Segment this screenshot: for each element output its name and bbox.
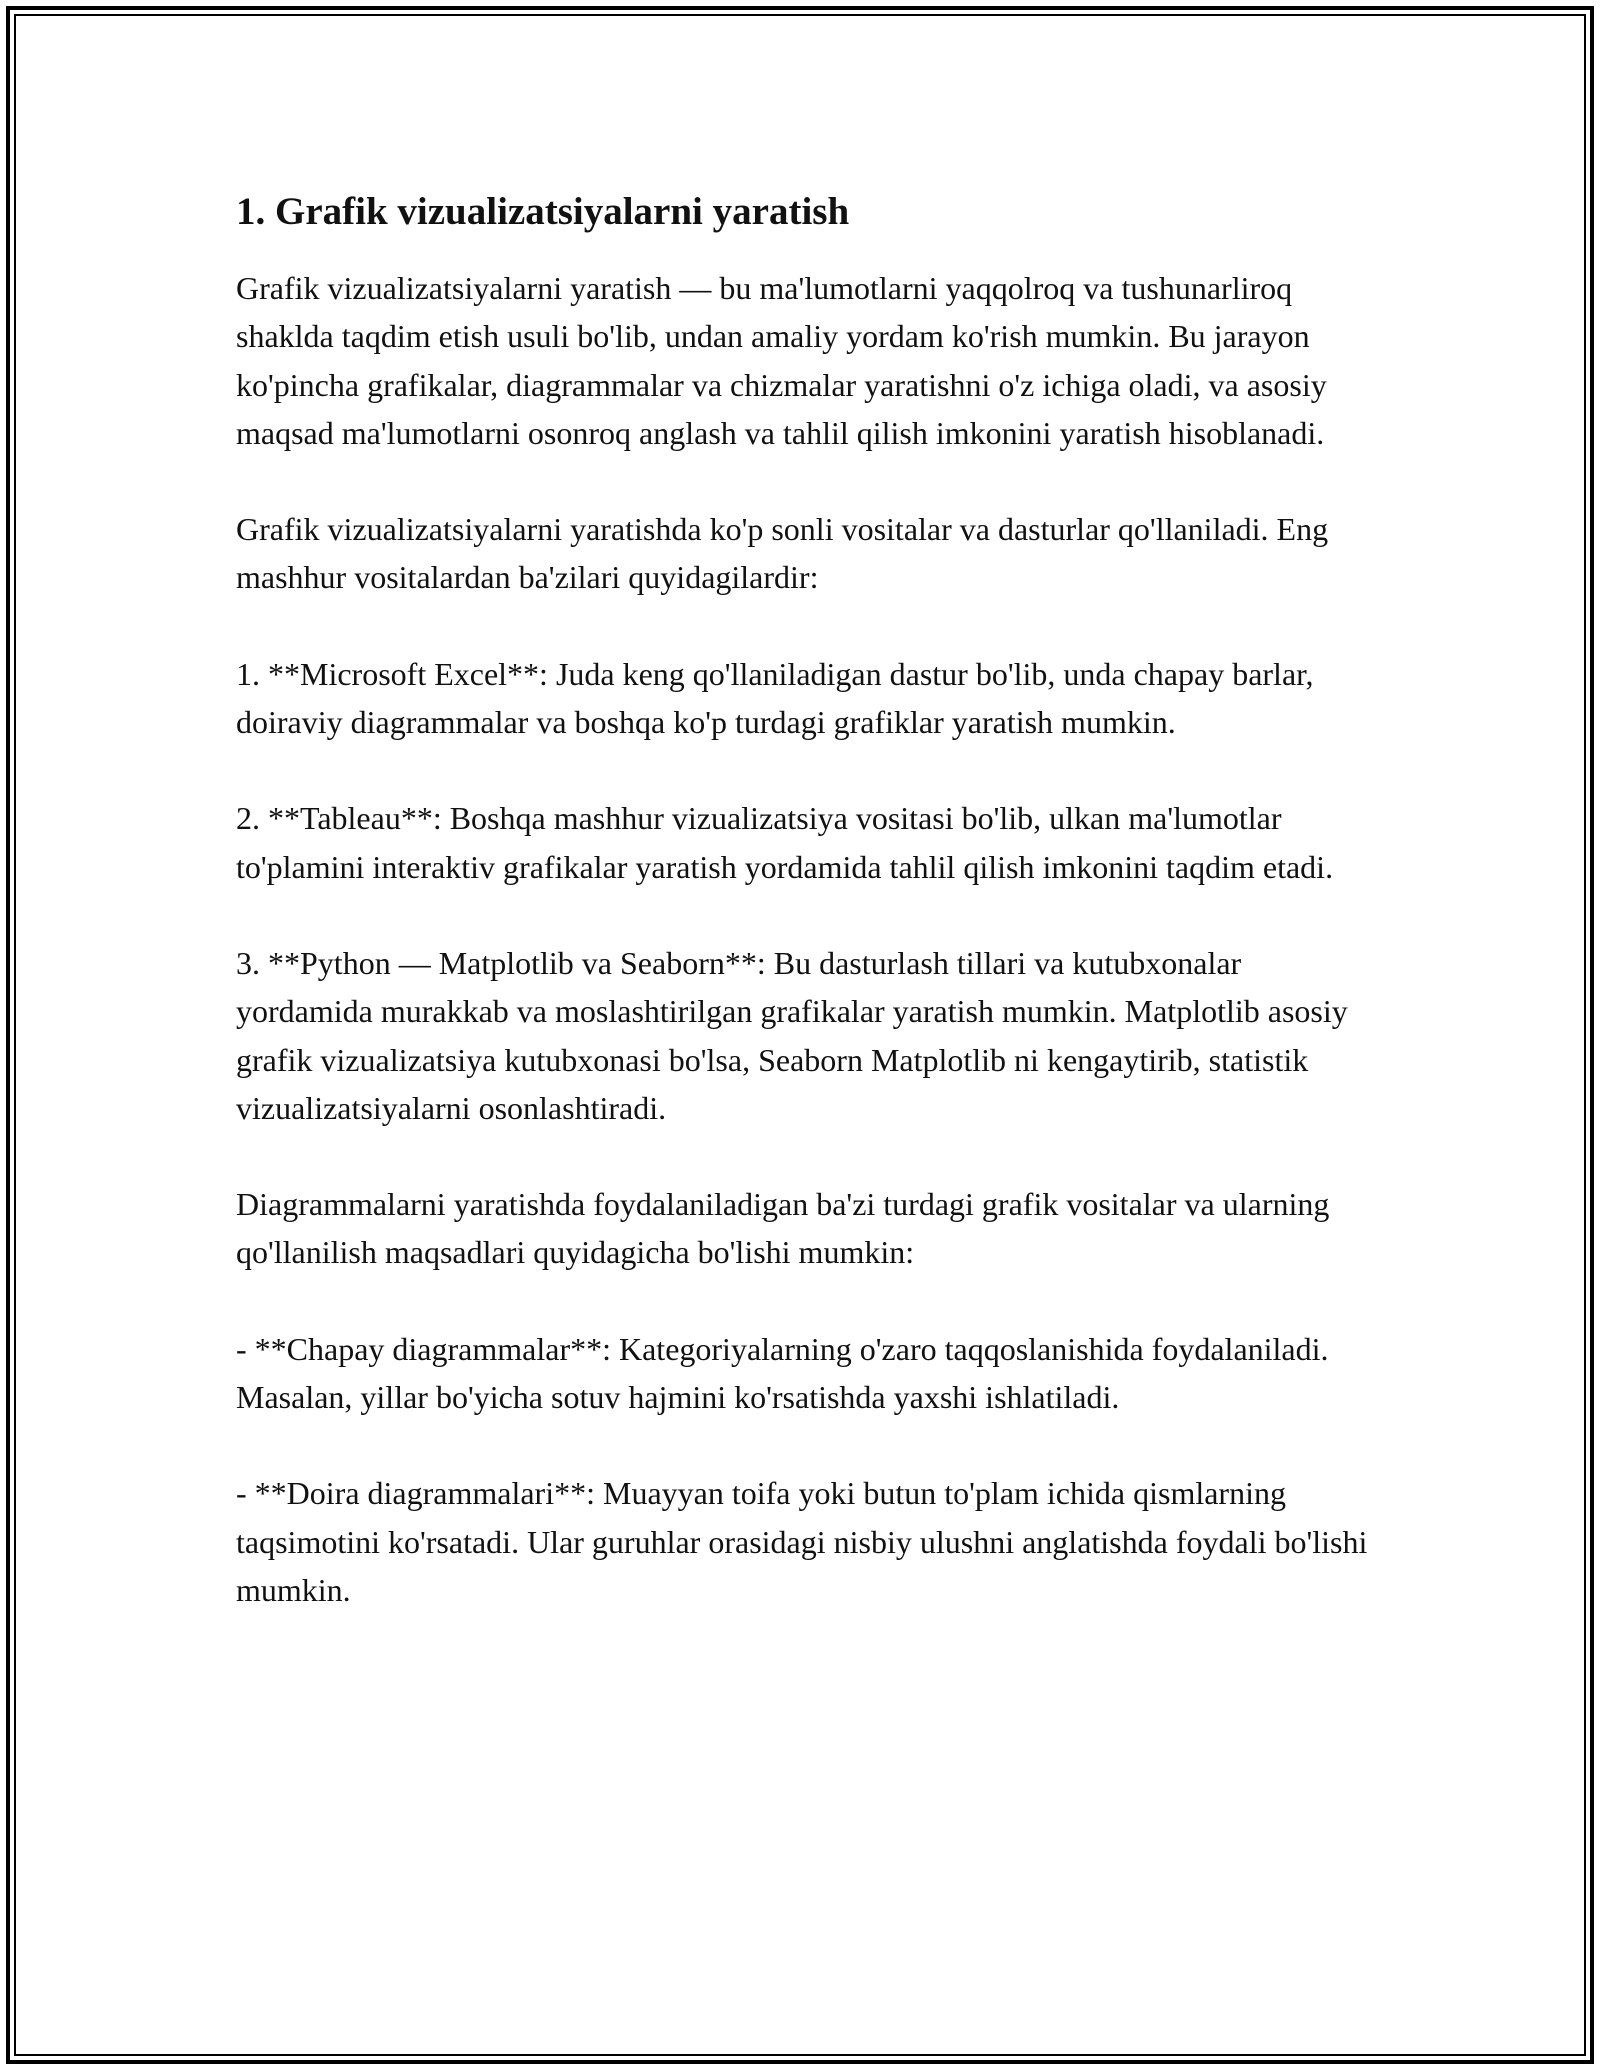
list-item-bar-charts: - **Chapay diagrammalar**: Kategoriyalarning o'zaro taqqoslanishida foydalaniladi. Masalan, yillar bo'yicha sotuv hajmini ko'rsatishda yaxshi ishlatiladi. [236,1330,1329,1416]
list-item-excel: 1. **Microsoft Excel**: Juda keng qo'llaniladigan dastur bo'lib, unda chapay barlar, doiraviy diagrammalar va boshqa ko'p turdagi grafiklar yaratish mumkin. [236,655,1314,741]
paragraph-diagram-types-intro: Diagrammalarni yaratishda foydalaniladigan ba'zi turdagi grafik vositalar va ularning qo'llanilish maqsadlari quyidagicha bo'lishi mumkin: [236,1186,1330,1271]
section-heading: 1. Grafik vizualizatsiyalarni yaratish [236,190,850,233]
list-item-python: 3. **Python — Matplotlib va Seaborn**: Bu dasturlash tillari va kutubxonalar yordamida murakkab va moslashtirilgan grafikalar yaratish mumkin. Matplotlib asosiy grafik vizualizatsiya kutubxonasi bo'lsa, Seaborn Matplotlib ni kengaytirib, statistik vizualizatsiyalarni osonlashtiradi. [236,944,1348,1126]
list-item-pie-charts: - **Doira diagrammalari**: Muayyan toifa yoki butun to'plam ichida qismlarning taqsimotini ko'rsatadi. Ular guruhlar orasidagi nisbiy ulushni anglatishda foydali bo'lishi mumkin. [236,1475,1368,1608]
paragraph-tools-intro: Grafik vizualizatsiyalarni yaratishda ko'p sonli vositalar va dasturlar qo'llaniladi. Eng mashhur vositalardan ba'zilari quyidagilardir: [236,511,1329,596]
document-body [236,186,1376,1614]
paragraph-intro: Grafik vizualizatsiyalarni yaratish — bu ma'lumotlarni yaqqolroq va tushunarliroq shaklda taqdim etish usuli bo'lib, undan amaliy yordam ko'rish mumkin. Bu jarayon ko'pincha grafikalar, diagrammalar va chizmalar yaratishni o'z ichiga oladi, va asosiy maqsad ma'lumotlarni osonroq anglash va tahlil qilish imkonini yaratish hisoblanadi. [236,270,1327,451]
list-item-tableau: 2. **Tableau**: Boshqa mashhur vizualizatsiya vositasi bo'lib, ulkan ma'lumotlar to'plamini interaktiv grafikalar yaratish yordamida tahlil qilish imkonini taqdim etadi. [236,800,1334,885]
